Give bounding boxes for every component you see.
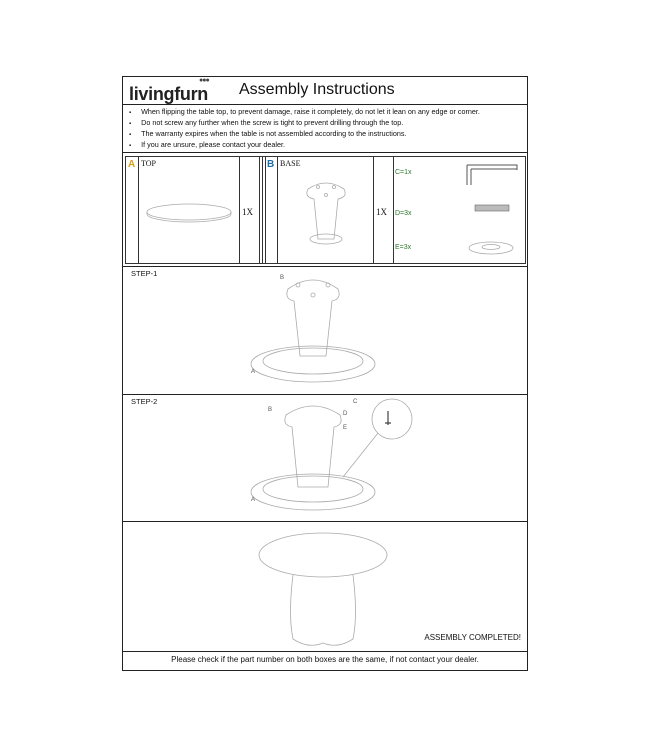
table-top-drawing [140,192,238,232]
part-letter-b: B [267,159,275,170]
svg-text:D: D [343,411,348,417]
svg-text:A: A [251,497,256,503]
assembly-completed-text: ASSEMBLY COMPLETED! [424,633,521,642]
page-title: Assembly Instructions [239,81,395,98]
part-letter-a: A [128,159,136,170]
hardware-label-c: C=1x [395,169,412,176]
brand-logo: livingfurn [129,84,208,104]
warning-item: ▪ Do not screw any further when the screw is tight to prevent drilling through the top. [129,118,480,129]
instruction-sheet [122,76,528,671]
base-drawing [296,177,356,247]
footer-note: Please check if the part number on both boxes are the same, if not contact your dealer. [171,655,479,664]
warning-item: ▪ If you are unsure, please contact your dealer. [129,140,480,151]
svg-text:C: C [353,399,358,405]
warning-item: ▪ When flipping the table top, to prevent damage, raise it completely, do not let it lean on any edge or corner. [129,107,480,118]
hardware-label-e: E=3x [395,244,412,251]
svg-text:A: A [251,369,256,375]
svg-text:B: B [280,275,285,281]
svg-text:B: B [268,407,273,413]
step-1-drawing [248,269,378,394]
assembled-table-drawing [238,527,408,652]
part-qty-top: 1X [242,207,253,217]
logo-dots-icon: ●●● [199,77,209,84]
warning-item: ▪ The warranty expires when the table is not assembled according to the instructions. [129,129,480,140]
part-name-base: BASE [280,159,301,168]
warning-list [129,107,480,151]
hardware-drawing [461,161,523,261]
svg-text:E: E [343,425,348,431]
step-2-drawing [248,397,418,522]
step-2-label: STEP-2 [131,397,158,406]
part-qty-base: 1X [376,207,387,217]
parts-table [125,156,526,264]
part-name-top: TOP [141,159,156,168]
step-1-label: STEP-1 [131,269,158,278]
hardware-label-d: D=3x [395,210,412,217]
